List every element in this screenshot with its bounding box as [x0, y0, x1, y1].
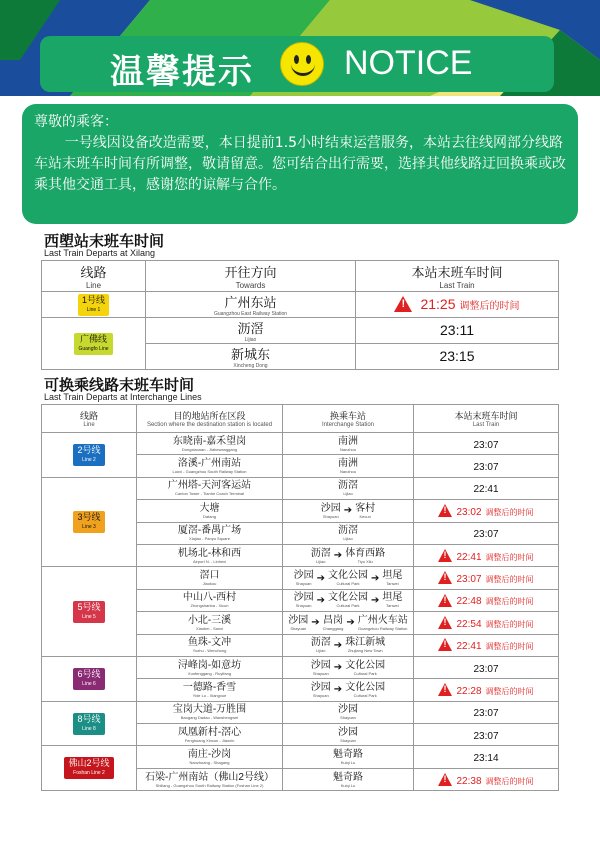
transfer-cell [283, 612, 414, 634]
transfer-station: 文化公园 Cultural Park [345, 659, 386, 676]
time-cell: ! 22:41 调整后的时间 [414, 544, 559, 566]
table-row [42, 477, 559, 499]
transfer-station: 客村 Kecun [355, 502, 376, 519]
time-cell: ! 22:54 调整后的时间 [414, 612, 559, 634]
time-cell: 23:07 [414, 522, 559, 544]
transfer-station: 昌岗 Changgang [322, 614, 344, 631]
arrow-right-icon: ➔ [333, 684, 343, 696]
transfer-station: 广州火车站 Guangzhou Railway Station [357, 614, 408, 631]
transfer-station: 体育西路 Tiyu Xilu [345, 547, 386, 564]
transfer-station: 魁奇路 Kuiqi Lu [333, 771, 363, 788]
col-header-line: 线路 Line [42, 405, 137, 433]
arrow-right-icon: ➔ [333, 662, 343, 674]
line-badge: 5号线 Line 5 [73, 601, 104, 623]
arrow-right-icon: ➔ [371, 594, 380, 606]
section-cell: 洛溪-广州南站 Luoxi - Guangzhou South Railway Station [137, 455, 283, 477]
section-cell: 小北-三溪 Xiaobei - Sanxi [137, 612, 283, 634]
table-row [42, 292, 559, 318]
col-header-last-train: 本站末班车时间 Last Train [414, 405, 559, 433]
warning-icon [438, 638, 452, 651]
transfer-cell [283, 433, 414, 455]
time-cell: 23:07 [414, 656, 559, 678]
destination-cell: 广州东站 Guangzhou East Railway Station [146, 292, 356, 318]
time-cell: ! 22:41 调整后的时间 [414, 634, 559, 656]
time-cell: ! 22:38 调整后的时间 [414, 768, 559, 790]
xilang-last-train-table [41, 260, 559, 370]
col-header-section: 目的地站所在区段 Section where the destination station is located [137, 405, 283, 433]
warning-icon [438, 773, 452, 786]
arrow-right-icon: ➔ [346, 617, 355, 629]
guangfo-line-badge: 广佛线 Guangfo Line [74, 333, 112, 355]
transfer-cell [283, 634, 414, 656]
transfer-cell [283, 724, 414, 746]
line-badge-cell [42, 746, 137, 791]
transfer-station: 沥滘 Lijiao [310, 547, 331, 564]
notice-message [22, 104, 578, 224]
transfer-station: 沙园 Shayuan [338, 704, 358, 721]
section-cell: 大塘 Datang [137, 500, 283, 522]
transfer-station: 文化公园 Cultural Park [328, 570, 368, 587]
section1-title: 西塱站末班车时间 [44, 232, 165, 250]
line-badge: 8号线 Line 8 [73, 713, 104, 735]
line-badge-cell [42, 701, 137, 746]
time-cell: 23:15 [356, 344, 559, 370]
section-cell: 宝岗大道-万胜围 Baogang Dadao - Wanshengwei [137, 701, 283, 723]
time-cell: ! 23:07 调整后的时间 [414, 567, 559, 589]
section-cell: 广州塔-天河客运站 Canton Tower - Tianhe Coach Terminal [137, 477, 283, 499]
line-badge: 2号线 Line 2 [73, 444, 104, 466]
notice-header [40, 36, 554, 92]
line-badge-cell [42, 292, 146, 318]
warning-icon [438, 571, 452, 584]
col-header-transfer: 换乘车站 Interchange Station [283, 405, 414, 433]
arrow-right-icon: ➔ [333, 550, 343, 562]
transfer-station: 魁奇路 Kuiqi Lu [333, 749, 363, 766]
line-badge-cell [42, 477, 137, 567]
table-row [42, 656, 559, 678]
transfer-station: 南洲 Nanzhou [338, 435, 358, 452]
transfer-cell [283, 701, 414, 723]
notice-body: 一号线因设备改造需要，本日提前1.5小时结束运营服务，本站去往线网部分线路车站末班车时间有所调整，敬请留意。您可结合出行需要，选择其他线路迂回换乘或改乘其他交通工具，感谢您的谅解与合作。 [34, 135, 566, 193]
section2-subtitle: Last Train Departs at Interchange Lines [44, 392, 202, 402]
table-row [42, 746, 559, 768]
time-cell: ! 23:02 调整后的时间 [414, 500, 559, 522]
line-badge: 3号线 Line 3 [73, 511, 104, 533]
time-cell: 23:07 [414, 455, 559, 477]
warning-icon [438, 616, 452, 629]
line-badge: 佛山2号线 Foshan Line 2 [64, 757, 113, 779]
transfer-station: 文化公园 Cultural Park [345, 681, 386, 698]
time-cell: ! 22:48 调整后的时间 [414, 589, 559, 611]
time-cell: ! 22:28 调整后的时间 [414, 679, 559, 701]
transfer-cell [283, 500, 414, 522]
table-row [42, 318, 559, 344]
line-1-badge: 1号线 Line 1 [78, 294, 109, 316]
section-cell: 凤凰新村-滘心 Fenghuang Xincun - Jiaoxin [137, 724, 283, 746]
transfer-station: 沙园 Shayuan [320, 502, 341, 519]
arrow-right-icon: ➔ [316, 572, 325, 584]
section-cell: 鱼珠-文冲 Yuzhu - Wenchong [137, 634, 283, 656]
arrow-right-icon: ➔ [311, 617, 320, 629]
transfer-station: 沙园 Shayuan [310, 681, 331, 698]
line-badge-cell [42, 318, 146, 370]
header-title: 温馨提示 [110, 52, 254, 92]
transfer-station: 沙园 Shayuan [338, 726, 358, 743]
line-badge-cell [42, 433, 137, 478]
transfer-station: 沥滘 Lijiao [338, 480, 358, 497]
time-cell: 23:14 [414, 746, 559, 768]
table-row [42, 567, 559, 589]
warning-icon [438, 683, 452, 696]
warning-icon [438, 549, 452, 562]
transfer-station: 沥滘 Lijiao [310, 637, 331, 654]
table-row [42, 433, 559, 455]
line-badge: 6号线 Line 6 [73, 668, 104, 690]
col-header-line: 线路 Line [42, 261, 146, 292]
section2-title: 可换乘线路末班车时间 [44, 376, 195, 394]
section-cell: 中山八-西村 Zhongshanba - Xicun [137, 589, 283, 611]
transfer-station: 沙园 Shayuan [293, 570, 314, 587]
section-cell: 一德路-香雪 Yide Lu - Xiangxue [137, 679, 283, 701]
transfer-cell [283, 477, 414, 499]
transfer-cell [283, 455, 414, 477]
transfer-cell [283, 746, 414, 768]
time-cell: 22:41 [414, 477, 559, 499]
transfer-cell [283, 522, 414, 544]
transfer-station: 坦尾 Tanwei [382, 570, 403, 587]
col-header-towards: 开往方向 Towards [146, 261, 356, 292]
time-cell: 23:07 [414, 701, 559, 723]
transfer-station: 南洲 Nanzhou [338, 458, 358, 475]
time-cell: 23:07 [414, 433, 559, 455]
time-cell: 23:07 [414, 724, 559, 746]
notice-greeting: 尊敬的乘客： [34, 114, 118, 130]
transfer-station: 坦尾 Tanwei [382, 592, 403, 609]
line-badge-cell [42, 656, 137, 701]
section-cell: 南庄-沙岗 Nanzhuang - Shagang [137, 746, 283, 768]
transfer-station: 沙园 Shayuan [293, 592, 314, 609]
transfer-station: 沥滘 Lijiao [338, 525, 358, 542]
transfer-station: 珠江新城 Zhujiang New Town [345, 637, 386, 654]
arrow-right-icon: ➔ [371, 572, 380, 584]
transfer-station: 文化公园 Cultural Park [328, 592, 368, 609]
line-badge-cell [42, 567, 137, 657]
transfer-cell [283, 544, 414, 566]
transfer-cell [283, 589, 414, 611]
section1-subtitle: Last Train Departs at Xilang [44, 248, 156, 258]
transfer-station: 沙园 Shayuan [310, 659, 331, 676]
destination-cell: 沥滘 Lijiao [146, 318, 356, 344]
arrow-right-icon: ➔ [343, 505, 353, 517]
section-cell: 东晓南-嘉禾望岗 Dongxiaonan - Jiahewanggang [137, 433, 283, 455]
warning-icon [394, 296, 412, 312]
smiley-icon [280, 42, 324, 86]
section-cell: 厦滘-番禺广场 Xiajiao - Panyu Square [137, 522, 283, 544]
transfer-cell [283, 679, 414, 701]
section-cell: 机场北-林和西 Airport N. - Linhexi [137, 544, 283, 566]
interchange-last-train-table [41, 404, 559, 791]
transfer-cell [283, 567, 414, 589]
destination-cell: 新城东 Xincheng Dong [146, 344, 356, 370]
col-header-last-train: 本站末班车时间 Last Train [356, 261, 559, 292]
warning-icon [438, 504, 452, 517]
table-row [42, 701, 559, 723]
transfer-cell [283, 768, 414, 790]
warning-icon [438, 594, 452, 607]
time-cell: !21:25 调整后的时间 [356, 292, 559, 318]
header-notice-label: NOTICE [344, 44, 473, 82]
arrow-right-icon: ➔ [316, 594, 325, 606]
section-cell: 浔峰岗-如意坊 Xunfenggang - Ruyifang [137, 656, 283, 678]
arrow-right-icon: ➔ [333, 639, 343, 651]
section-cell: 石梁-广州南站（佛山2号线） Shiliang - Guangzhou South Railway Station (Foshan Line 2) [137, 768, 283, 790]
transfer-cell [283, 656, 414, 678]
section-cell: 滘口 Jiaokou [137, 567, 283, 589]
transfer-station: 沙园 Shayuan [288, 614, 309, 631]
time-cell: 23:11 [356, 318, 559, 344]
